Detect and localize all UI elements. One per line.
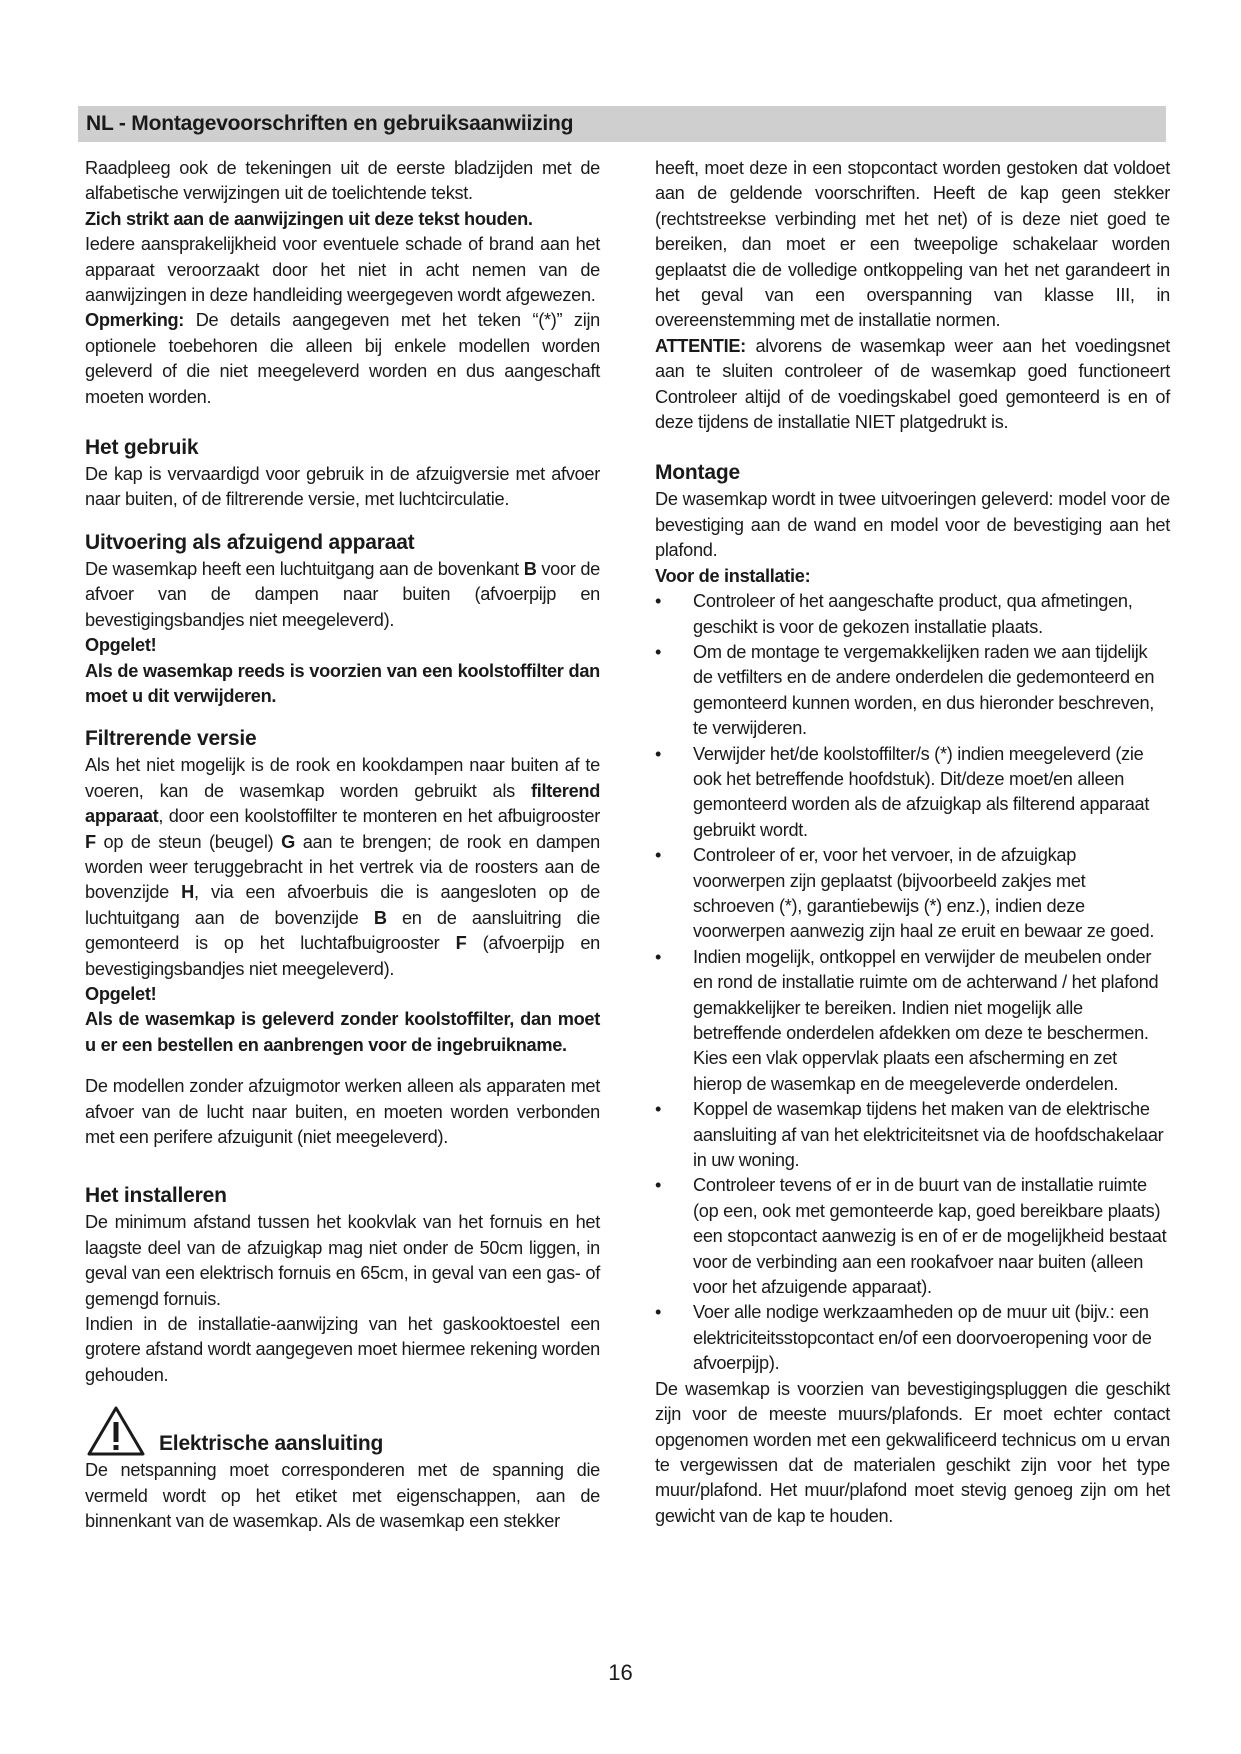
bullet-dot-icon: •	[655, 1175, 662, 1196]
left-column	[85, 156, 600, 1534]
filter-heading: Filtrerende versie	[85, 727, 257, 751]
bullet-dot-icon: •	[655, 591, 662, 612]
intro-strict-instruction: Zich strikt aan de aanwijzingen uit deze tekst houden.	[85, 208, 533, 229]
filter-warning-text: Als de wasemkap is geleverd zonder koolstoffilter, dan moet u er een bestellen en aanbrengen voor de ingebruikname.	[85, 1009, 600, 1055]
electrical-continued-paragraph: heeft, moet deze in een stopcontact worden gestoken dat voldoet aan de geldende voorschriften. Heeft de kap geen stekker (rechtstreekse verbinding met het net) of is deze niet goed te bereiken, dan moet er een tweepolige schakelaar worden geplaatst die de volledige ontkoppeling van het net garandeert in het geval van een overspanning van klasse III, in overeenstemming met de installatie normen.	[655, 158, 1170, 331]
filter-paragraph: Als het niet mogelijk is de rook en kookdampen naar buiten af te voeren, kan de wasemkap worden gebruikt als filterend apparaat, door een koolstoffilter te monteren en het afbuigrooster F op de steun (beugel) G aan te brengen; de rook en dampen worden weer teruggebracht in het vertrek via de roosters aan de bovenzijde H, via een afvoerbuis die is aangesloten op de luchtuitgang aan de bovenzijde B en de aansluitring die gemonteerd is op het luchtafbuigrooster F (afvoerpijp en bevestigingsbandjes niet meegeleverd).	[85, 755, 600, 979]
exhaust-paragraph: De wasemkap heeft een luchtuitgang aan de bovenkant B voor de afvoer van de dampen naar buiten (afvoerpijp en bevestigingsbandjes niet meegeleverd).	[85, 558, 600, 630]
remark-paragraph	[85, 308, 600, 410]
warning-triangle-icon	[85, 1404, 147, 1458]
list-item: • Controleer of er, voor het vervoer, in de afzuigkap voorwerpen zijn geplaatst (bijvoorbeeld zakjes met schroeven (*), garantiebewijs (*) enz.), indien deze voorwerpen aanwezig zijn haal ze eruit en bewaar ze goed.	[655, 845, 1155, 942]
attention-text: alvorens de wasemkap weer aan het voedingsnet aan te sluiten controleer of de wasemkap goed functioneert Controleer altijd of de voedingskabel goed gemonteerd is en of deze tijdens de installatie NIET platgedrukt is.	[655, 335, 1170, 433]
list-item: • Controleer tevens of er in de buurt van de installatie ruimte (op een, ook met gemonteerde kap, goed bereikbare plaats) een stopcontact aanwezig is en of er de mogelijkheid bestaat voor de verbinding aan een rookafvoer naar buiten (alleen voor het afzuigende apparaat).	[655, 1175, 1167, 1298]
remark-text: De details aangegeven met het teken “(*)” zijn optionele toebehoren die alleen bij enkele modellen worden geleverd of die niet meegeleverd worden en dus aangeschaft moeten worden.	[85, 310, 600, 407]
page-number: 16	[608, 1660, 633, 1685]
closing-paragraph: De wasemkap is voorzien van bevestigingspluggen die geschikt zijn voor de meeste muurs/plafonds. Er moet echter contact opgenomen worden met een gekwalificeerd technicus om u ervan te vergewissen dat de materialen geschikt zijn voor het type muur/plafond. Het muur/plafond moet stevig genoeg zijn om het gewicht van de kap te houden.	[655, 1378, 1170, 1526]
mounting-heading: Montage	[655, 461, 740, 485]
bullet-dot-icon: •	[655, 641, 662, 662]
attention-paragraph	[655, 334, 1170, 436]
no-motor-paragraph: De modellen zonder afzuigmotor werken alleen als apparaten met afvoer van de lucht naar buiten, en moeten worden verbonden met een perifere afzuigunit (niet meegeleverd).	[85, 1076, 600, 1147]
right-column	[655, 156, 1170, 1529]
bullet-dot-icon: •	[655, 1099, 662, 1120]
exhaust-warning-label: Opgelet!	[85, 635, 157, 656]
install-distance-paragraph: De minimum afstand tussen het kookvlak van het fornuis en het laagste deel van de afzuigkap mag niet onder de 50cm liggen, in geval van een elektrisch fornuis en 65cm, in geval van een gas- of gemengd fornuis.	[85, 1212, 600, 1309]
electrical-paragraph: De netspanning moet corresponderen met de spanning die vermeld wordt op het etiket met eigenschappen, aan de binnenkant van de wasemkap. Als de wasemkap een stekker	[85, 1460, 600, 1532]
list-item: • Om de montage te vergemakkelijken raden we aan tijdelijk de vetfilters en de andere onderdelen die gedemonteerd en gemonteerd kunnen worden, en dus hieronder beschreven, te verwijderen.	[655, 641, 1155, 739]
bullet-dot-icon: •	[655, 845, 662, 866]
list-item: • Verwijder het/de koolstoffilter/s (*) indien meegeleverd (zie ook het betreffende hoofdstuk). Dit/deze moet/en alleen gemonteerd worden als de afzuigkap als filterend apparaat gebruikt wordt.	[655, 743, 1150, 840]
filter-warning-label: Opgelet!	[85, 983, 157, 1004]
remark-label: Opmerking:	[85, 310, 185, 331]
use-heading: Het gebruik	[85, 436, 199, 460]
install-heading: Het installeren	[85, 1184, 227, 1208]
exhaust-heading: Uitvoering als afzuigend apparaat	[85, 530, 415, 554]
mounting-paragraph: De wasemkap wordt in twee uitvoeringen geleverd: model voor de bevestiging aan de wand en model voor de bevestiging aan het plafond.	[655, 489, 1170, 561]
list-item: • Controleer of het aangeschafte product, qua afmetingen, geschikt is voor de gekozen installatie plaats.	[655, 591, 1133, 637]
use-paragraph: De kap is vervaardigd voor gebruik in de afzuigversie met afvoer naar buiten, of de filtrerende versie, met luchtcirculatie.	[85, 464, 600, 510]
section-title: NL - Montagevoorschriften en gebruiksaanwiizing	[86, 112, 574, 135]
list-item: • Voer alle nodige werkzaamheden op de muur uit (bijv.: een elektriciteitsstopcontact en/of een doorvoeropening voor de afvoerpijp).	[655, 1302, 1152, 1374]
electrical-heading-row	[85, 1404, 600, 1458]
before-install-label: Voor de installatie:	[655, 565, 811, 586]
exhaust-warning-text: Als de wasemkap reeds is voorzien van een koolstoffilter dan moet u dit verwijderen.	[85, 660, 600, 706]
list-item: • Indien mogelijk, ontkoppel en verwijder de meubelen onder en rond de installatie ruimte om de achterwand / het plafond gemakkelijker te bereiken. Indien niet mogelijk alle betreffende onderdelen afdekken om deze te beschermen. Kies een vlak oppervlak plaats een afscherming en zet hierop de wasemkap en de meegeleverde onderdelen.	[655, 946, 1159, 1094]
section-header	[78, 106, 1166, 142]
list-item: • Koppel de wasemkap tijdens het maken van de elektrische aansluiting af van het elektriciteitsnet via de hoofdschakelaar in uw woning.	[655, 1099, 1164, 1171]
electrical-heading: Elektrische aansluiting	[159, 1432, 384, 1456]
install-checklist	[655, 589, 1170, 1377]
bullet-dot-icon: •	[655, 946, 662, 967]
attention-label: ATTENTIE:	[655, 335, 746, 356]
intro-paragraph: Raadpleeg ook de tekeningen uit de eerste bladzijden met de alfabetische verwijzingen uit de toelichtende tekst.	[85, 158, 600, 204]
bullet-dot-icon: •	[655, 743, 662, 764]
install-gas-paragraph: Indien in de installatie-aanwijzing van het gaskooktoestel een grotere afstand wordt aangegeven moet hiermee rekening worden gehouden.	[85, 1314, 600, 1385]
bullet-dot-icon: •	[655, 1302, 662, 1323]
liability-paragraph: Iedere aansprakelijkheid voor eventuele schade of brand aan het apparaat veroorzaakt door het niet in acht nemen van de aanwijzingen in deze handleiding weergegeven wordt afgewezen.	[85, 234, 600, 306]
